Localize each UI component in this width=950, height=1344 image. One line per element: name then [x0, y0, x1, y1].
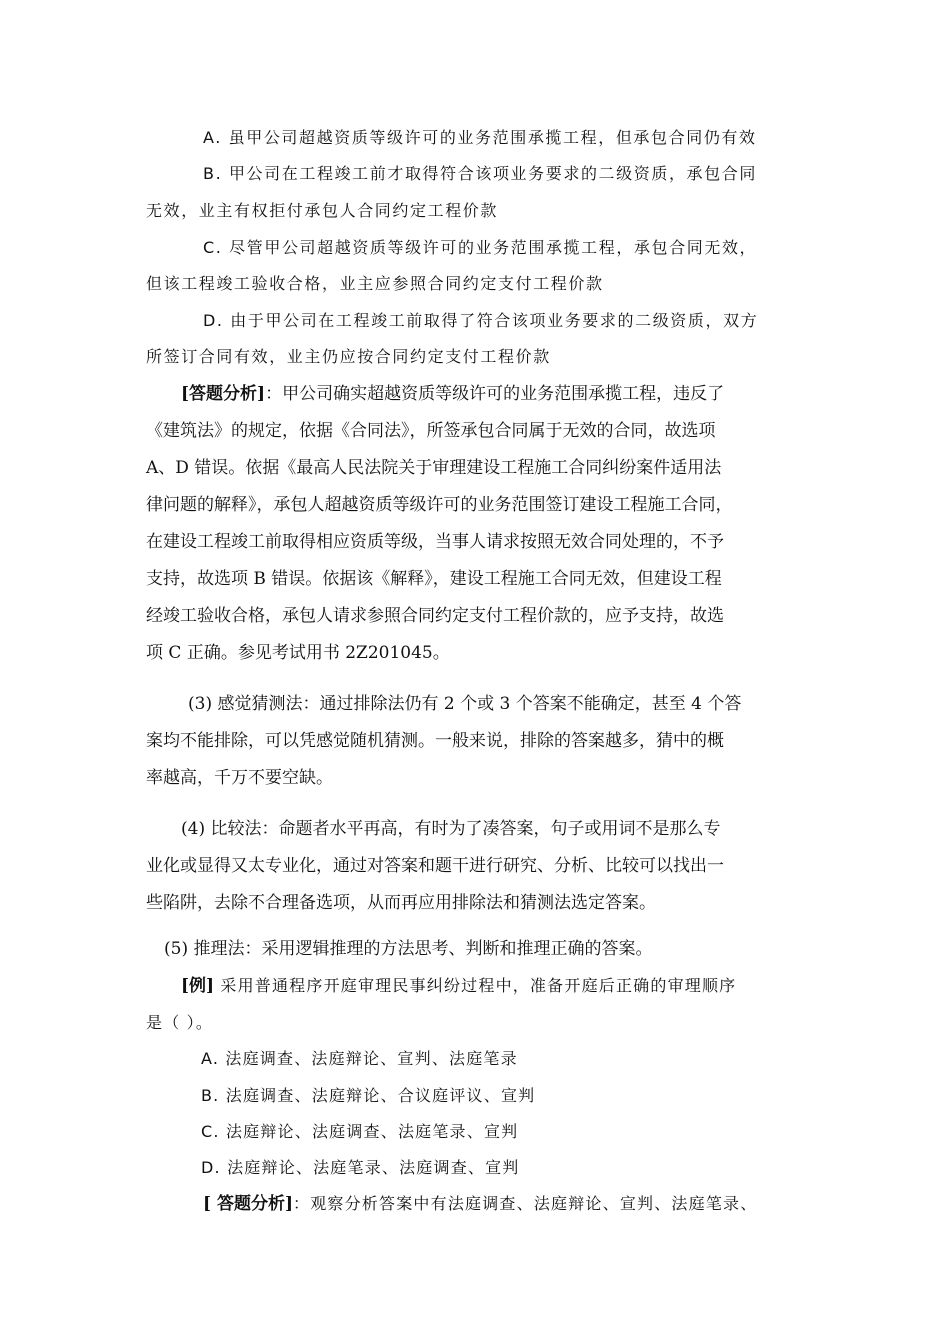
q1-analysis-line5: 在建设工程竣工前取得相应资质等级，当事人请求按照无效合同处理的，不予: [146, 532, 724, 552]
q1-analysis-label: [答题分析]: [181, 384, 266, 404]
method3-line3: 率越高，千万不要空缺。: [146, 768, 333, 788]
q2-stem-text: 采用普通程序开庭审理民事纠纷过程中，准备开庭后正确的审理顺序: [214, 976, 737, 995]
q2-option-b: B. 法庭调查、法庭辩论、合议庭评议、宣判: [201, 1086, 536, 1105]
q1-analysis-line3: A、D 错误。依据《最高人民法院关于审理建设工程施工合同纠纷案件适用法: [146, 458, 722, 478]
q1-option-d-line2: 所签订合同有效，业主仍应按合同约定支付工程价款: [146, 347, 551, 366]
q1-option-b-line1: B. 甲公司在工程竣工前才取得符合该项业务要求的二级资质，承包合同: [203, 164, 757, 183]
q2-stem-line2: 是（ ）。: [146, 1013, 214, 1032]
q2-option-d: D. 法庭辩论、法庭笔录、法庭调查、宣判: [201, 1158, 520, 1177]
q1-analysis-line4: 律问题的解释》，承包人超越资质等级许可的业务范围签订建设工程施工合同，: [146, 495, 733, 515]
method4-line1: (4) 比较法：命题者水平再高，有时为了凑答案，句子或用词不是那么专: [181, 819, 721, 839]
q1-analysis-line6: 支持，故选项 B 错误。依据该《解释》，建设工程施工合同无效，但建设工程: [146, 569, 722, 589]
q1-option-c-line2: 但该工程竣工验收合格，业主应参照合同约定支付工程价款: [146, 274, 604, 293]
q1-option-d-line1: D. 由于甲公司在工程竣工前取得了符合该项业务要求的二级资质，双方: [203, 311, 759, 330]
method4-line2: 业化或显得又太专业化，通过对答案和题干进行研究、分析、比较可以找出一: [146, 856, 724, 876]
q1-analysis-text: ：甲公司确实超越资质等级许可的业务范围承揽工程，违反了: [265, 384, 725, 404]
q1-analysis-line2: 《建筑法》的规定，依据《合同法》，所签承包合同属于无效的合同，故选项: [146, 421, 716, 441]
method5-line1: (5) 推理法：采用逻辑推理的方法思考、判断和推理正确的答案。: [164, 939, 653, 959]
q1-analysis-line7: 经竣工验收合格，承包人请求参照合同约定支付工程价款的，应予支持，故选: [146, 606, 724, 626]
q2-analysis-text: ：观察分析答案中有法庭调查、法庭辩论、宣判、法庭笔录、: [293, 1194, 758, 1213]
q2-stem-line1: [181, 974, 950, 998]
q2-option-a: A. 法庭调查、法庭辩论、宣判、法庭笔录: [201, 1049, 518, 1068]
method3-line2: 案均不能排除，可以凭感觉随机猜测。一般来说，排除的答案越多，猜中的概: [146, 731, 724, 751]
q1-option-b-line2: 无效，业主有权拒付承包人合同约定工程价款: [146, 201, 499, 220]
q2-analysis-line1: [203, 1192, 950, 1216]
method3-line1: (3) 感觉猜测法：通过排除法仍有 2 个或 3 个答案不能确定，甚至 4 个答: [188, 694, 742, 714]
q1-option-a: A. 虽甲公司超越资质等级许可的业务范围承揽工程，但承包合同仍有效: [203, 128, 757, 147]
method4-line3: 些陷阱，去除不合理备选项，从而再应用排除法和猜测法选定答案。: [146, 893, 656, 913]
q2-analysis-label: [ 答题分析]: [203, 1194, 294, 1214]
q2-option-c: C. 法庭辩论、法庭调查、法庭笔录、宣判: [201, 1122, 519, 1141]
q1-analysis-line8: 项 C 正确。参见考试用书 2Z201045。: [146, 643, 450, 663]
q2-example-label: [例]: [181, 976, 215, 996]
q1-analysis-line1: [181, 382, 950, 406]
q1-option-c-line1: C. 尽管甲公司超越资质等级许可的业务范围承揽工程，承包合同无效，: [203, 238, 758, 257]
